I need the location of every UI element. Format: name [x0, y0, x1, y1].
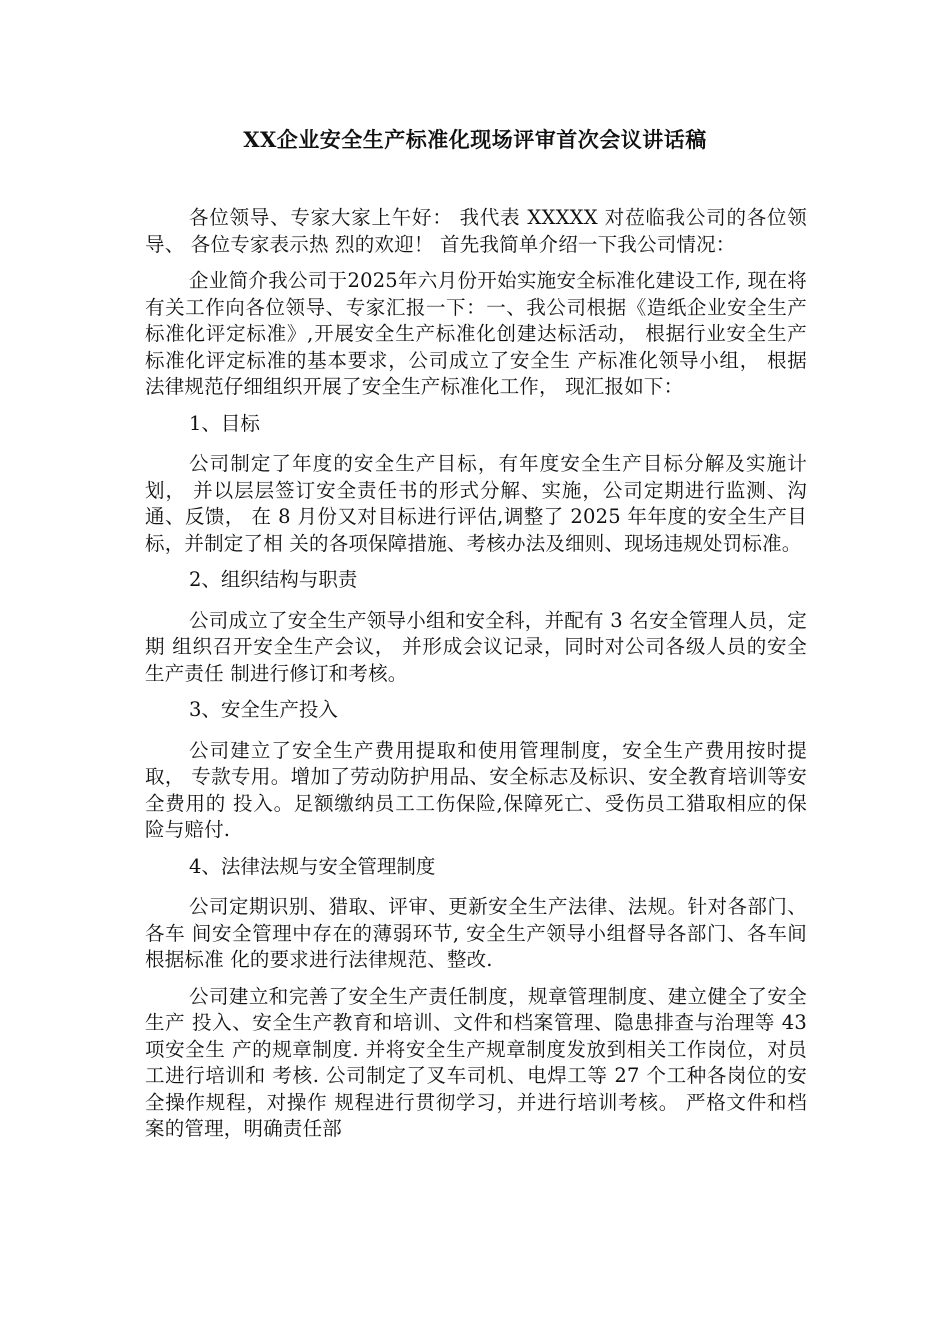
section-heading: 2、组织结构与职责: [189, 568, 358, 591]
body-paragraph: 公司建立和完善了安全生产责任制度，规章管理制度、建立健全了安全生产 投入、安全生产教育和培训、文件和档案管理、隐患排查与治理等 43 项安全生 产的规章制度. 并将安全生产规章制度发放到相关工作岗位，对员工进行培训和 考核. 公司制定了叉车司机、电焊工等 27 个工种各岗位的安全操作规程，对操作 规程进行贯彻学习，并进行培训考核。 严格文件和档案的管理，明确责任部: [145, 984, 807, 1140]
document-title: XX企业安全生产标准化现场评审首次会议讲话稿: [243, 127, 707, 152]
body-paragraph: 各位领导、专家大家上午好： 我代表 XXXXX 对莅临我公司的各位领导、 各位专家表示热 烈的欢迎！ 首先我简单介绍一下我公司情况：: [145, 206, 807, 256]
body-paragraph: 公司制定了年度的安全生产目标，有年度安全生产目标分解及实施计划， 并以层层签订安全责任书的形式分解、实施，公司定期进行监测、沟通、反馈， 在 8 月份又对目标进行评估,调整了 2025 年年度的安全生产目标，并制定了相 关的各项保障措施、考核办法及细则、现场违规处罚标准。: [145, 452, 807, 555]
body-paragraph: 公司成立了安全生产领导小组和安全科，并配有 3 名安全管理人员，定期 组织召开安全生产会议， 并形成会议记录，同时对公司各级人员的安全生产责任 制进行修订和考核。: [145, 608, 807, 685]
document-body: [145, 205, 807, 1153]
section-heading: 1、目标: [189, 411, 260, 435]
section-heading: 3、安全生产投入: [189, 698, 338, 721]
body-paragraph: 企业简介我公司于2025年六月份开始实施安全标准化建设工作, 现在将有关工作向各位领导、专家汇报一下：一、我公司根据《造纸企业安全生产标准化评定标准》,开展安全生产标准化创建达标活动， 根据行业安全生产标准化评定标准的基本要求，公司成立了安全生 产标准化领导小组， 根据法律规范仔细组织开展了安全生产标准化工作， 现汇报如下：: [145, 269, 807, 398]
body-paragraph: 公司建立了安全生产费用提取和使用管理制度，安全生产费用按时提取， 专款专用。增加了劳动防护用品、安全标志及标识、安全教育培训等安全费用的 投入。足额缴纳员工工伤保险,保障死亡、受伤员工猎取相应的保险与赔付.: [145, 738, 807, 841]
section-heading: 4、法律法规与安全管理制度: [189, 854, 436, 878]
body-paragraph: 公司定期识别、猎取、评审、更新安全生产法律、法规。针对各部门、各车 间安全管理中存在的薄弱环节, 安全生产领导小组督导各部门、各车间根据标准 化的要求进行法律规范、整改.: [145, 895, 807, 971]
